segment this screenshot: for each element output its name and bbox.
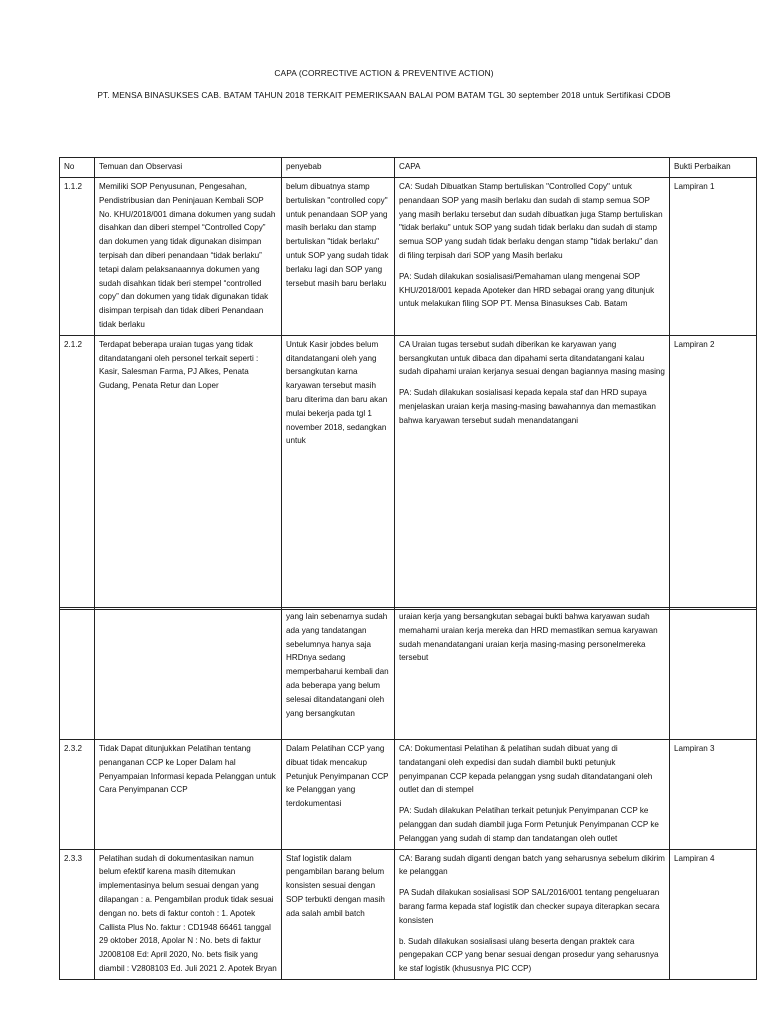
header-temuan: Temuan dan Observasi [95, 158, 282, 178]
capa-preventive: PA: Sudah dilakukan sosialisasi kepada kepala staf dan HRD supaya menjelaskan uraian kerja masing-masing bawahannya dan memastikan bahwa karyawan tersebut sudah menandatangani [399, 388, 656, 425]
table-row [60, 740, 757, 850]
table-header-row [60, 158, 757, 178]
row-capa [395, 740, 670, 850]
row-no [60, 608, 95, 740]
capa-corrective: CA: Barang sudah diganti dengan batch yang seharusnya sebelum dikirim ke pelanggan [399, 853, 665, 877]
header-bukti: Bukti Perbaikan [670, 158, 757, 178]
row-bukti: Lampiran 1 [670, 178, 757, 336]
header-capa: CAPA [395, 158, 670, 178]
row-temuan: Tidak Dapat ditunjukkan Pelatihan tentang penanganan CCP ke Loper Dalam hal Penyampaian Informasi kepada Pelanggan untuk Cara Penyimpanan CCP [95, 740, 282, 850]
row-capa [395, 849, 670, 979]
capa-preventive: PA Sudah dilakukan sosialisasi SOP SAL/2016/001 tentang pengeluaran barang farma kepada staf logistik dan checker supaya diterapkan secara konsisten [399, 888, 660, 925]
row-bukti: Lampiran 2 [670, 335, 757, 609]
row-penyebab: Dalam Pelatihan CCP yang dibuat tidak mencakup Petunjuk Penyimpanan CCP ke Pelanggan yang terdokumentasi [282, 740, 395, 850]
capa-preventive-b: b. Sudah dilakukan sosialisasi ulang beserta dengan praktek cara pengepakan CCP yang benar sesuai dengan prosedur yang seharusnya ke staf logistik (khususnya PIC CCP) [399, 936, 659, 974]
row-penyebab: Untuk Kasir jobdes belum ditandatangani oleh yang bersangkutan karna karyawan tersebut masih baru diterima dan baru akan mulai bekerja pada tgl 1 november 2018, sedangkan untuk [282, 335, 395, 609]
row-capa: uraian kerja yang bersangkutan sebagai bukti bahwa karyawan sudah memahami uraian kerja mereka dan HRD memastikan semua karyawan sudah menandatangani uraian kerja masing-masing personelmereka tersebut [395, 608, 670, 740]
row-bukti: Lampiran 3 [670, 740, 757, 850]
row-no: 2.3.2 [60, 740, 95, 850]
row-no: 2.1.2 [60, 335, 95, 609]
row-temuan: Terdapat beberapa uraian tugas yang tidak ditandatangani oleh personel terkait seperti : Kasir, Salesman Farma, PJ Alkes, Penata Gudang, Penata Retur dan Loper [95, 335, 282, 609]
row-penyebab: belum dibuatnya stamp bertuliskan "controlled copy" untuk penandaan SOP yang masih berlaku dan stamp bertuliskan "tidak berlaku" untuk SOP yang sudah tidak berlaku lagi dan SOP yang tersebut masih baru berlaku [282, 178, 395, 336]
row-penyebab: Staf logistik dalam pengambilan barang belum konsisten sesuai dengan SOP terbukti dengan masih ada salah ambil batch [282, 849, 395, 979]
table-row [60, 849, 757, 979]
row-capa [395, 335, 670, 609]
table-row [60, 335, 757, 609]
row-temuan [95, 608, 282, 740]
header-penyebab: penyebab [282, 158, 395, 178]
row-temuan: Memiliki SOP Penyusunan, Pengesahan, Pendistribusian dan Peninjauan Kembali SOP No. KHU/2018/001 dimana dokumen yang sudah disahkan dan diberi stempel “Controlled Copy” dan dokumen yang tidak digunakan disimpan terpisah dan diberi penandaan “tidak berlaku” tetapi dalam pelaksanaannya dokumen yang sudah disahkan tidak beri stempel “controlled copy” dan dokumen yang tidak digunakan tidak disimpan terpisah dan tidak diberi Penandaan tidak berlaku [95, 178, 282, 336]
row-penyebab: yang lain sebenarnya sudah ada yang tandatangan sebelumnya hanya saja HRDnya sedang memperbaharui kembali dan ada beberapa yang belum selesai ditandatangani oleh yang bersangkutan [282, 608, 395, 740]
capa-preventive: PA: Sudah dilakukan sosialisasi/Pemahaman ulang mengenai SOP KHU/2018/001 kepada Apoteker dan HRD sebagai orang yang ditunjuk untuk melakukan filing SOP PT. Mensa Binasukses Cab. Batam [399, 271, 655, 309]
capa-table-part-2 [59, 607, 757, 980]
capa-table-part-1 [59, 157, 757, 610]
row-no: 2.3.3 [60, 849, 95, 979]
capa-corrective: CA: Dokumentasi Pelatihan & pelatihan sudah dibuat yang di tandatangani oleh expedisi dan sudah diambil bukti petunjuk penyimpanan CCP kepada pelanggan ysng sudah ditandatangani oleh outlet dan di stempel [399, 744, 653, 795]
capa-preventive: PA: Sudah dilakukan Pelatihan terkait petunjuk Penyimpanan CCP ke pelanggan dan sudah diambil juga Form Petunjuk Penyimpanan CCP ke Pelanggan yang sudah di stamp dan tandatangan oleh outlet [399, 806, 659, 843]
table-row-continued [60, 608, 757, 740]
document-subtitle: PT. MENSA BINASUKSES CAB. BATAM TAHUN 2018 TERKAIT PEMERIKSAAN BALAI POM BATAM TGL 30 september 2018 untuk Sertifikasi CDOB [97, 90, 671, 100]
row-bukti [670, 608, 757, 740]
row-bukti: Lampiran 4 [670, 849, 757, 979]
row-temuan: Pelatihan sudah di dokumentasikan namun belum efektif karena masih ditemukan implementasinya belum sesuai dengan yang dilapangan : a. Pengambilan produk tidak sesuai dengan no. bets di faktur contoh : 1. Apotek Callista Plus No. faktur : CD1948 66461 tanggal 29 oktober 2018, Apolar N : No. bets di faktur J2008108 Ed: April 2020, No. bets fisik yang diambil : V2808103 Ed. Juli 2021 2. Apotek Bryan [95, 849, 282, 979]
capa-corrective: CA Uraian tugas tersebut sudah diberikan ke karyawan yang bersangkutan untuk dibaca dan dipahami serta ditandatangani kalau sudah dipahami uraian kerjanya sesuai dengan bagiannya masing masing [399, 339, 665, 377]
header-no: No [60, 158, 95, 178]
document-title: CAPA (CORRECTIVE ACTION & PREVENTIVE ACTION) [274, 68, 494, 78]
table-row [60, 178, 757, 336]
row-no: 1.1.2 [60, 178, 95, 336]
capa-corrective: CA: Sudah Dibuatkan Stamp bertuliskan "Controlled Copy" untuk penandaan SOP yang masih berlaku dan sudah di stamp semua SOP yang masih berlaku tersebut dan sudah dibuatkan juga Stamp bertuliskan "tidak berlaku" untuk SOP yang sudah tidak berlaku dan sudah di stamp semua SOP yang sudah tidak berlaku dengan stamp "tidak berlaku" dan di filing terpisah dari SOP yang Masih berlaku [399, 182, 663, 260]
row-capa [395, 178, 670, 336]
